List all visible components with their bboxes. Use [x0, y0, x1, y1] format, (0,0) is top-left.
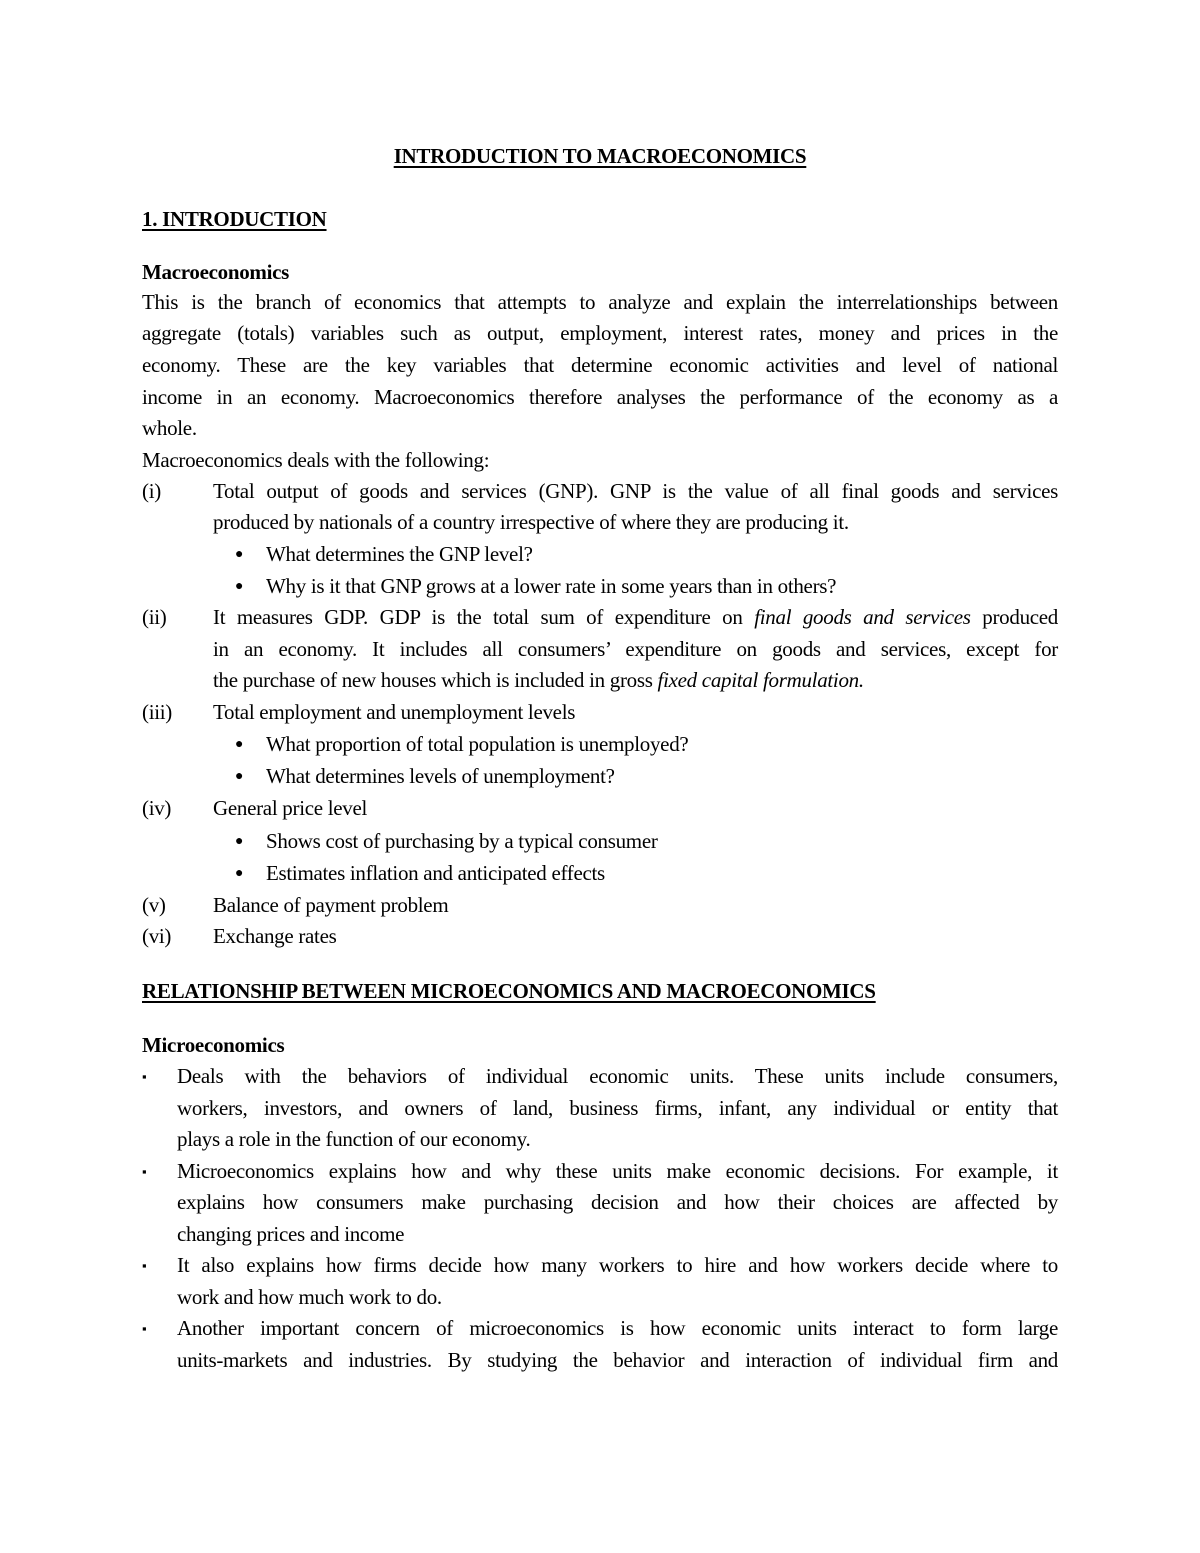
- list-item-text: in an economy. It includes all consumers’ expenditure on goods and services, except for: [213, 637, 1058, 661]
- bullet-text: changing prices and income: [177, 1222, 405, 1246]
- list-item-text: the purchase of new houses which is included in gross fixed capital formulation.: [213, 668, 864, 692]
- bullet-icon: ●: [235, 866, 244, 881]
- bullet-text: explains how consumers make purchasing decision and how their choices are affected by: [177, 1190, 1058, 1214]
- bullet-text: Deals with the behaviors of individual economic units. These units include consumers,: [177, 1064, 1058, 1088]
- list-item-text: Total employment and unemployment levels: [213, 700, 576, 724]
- list-item-text: Total output of goods and services (GNP). GNP is the value of all final goods and services: [213, 479, 1058, 503]
- list-label: (v): [142, 893, 166, 917]
- paragraph-line: whole.: [142, 416, 197, 440]
- bullet-text: workers, investors, and owners of land, business firms, infant, any individual or entity that: [177, 1096, 1058, 1120]
- section-heading-introduction: 1. INTRODUCTION: [142, 207, 327, 231]
- list-label: (vi): [142, 924, 172, 948]
- list-label: (ii): [142, 605, 167, 629]
- paragraph-line: This is the branch of economics that attempts to analyze and explain the interrelationships between: [142, 290, 1058, 314]
- list-item-text: produced by nationals of a country irrespective of where they are producing it.: [213, 510, 849, 534]
- bullet-text: Microeconomics explains how and why these units make economic decisions. For example, it: [177, 1159, 1058, 1183]
- bullet-icon: ●: [235, 737, 244, 752]
- bullet-text: plays a role in the function of our economy.: [177, 1127, 531, 1151]
- list-label: (i): [142, 479, 161, 503]
- bullet-icon: ●: [235, 769, 244, 784]
- subheading-microeconomics: Microeconomics: [142, 1033, 285, 1057]
- list-lead: Macroeconomics deals with the following:: [142, 448, 490, 472]
- paragraph-line: aggregate (totals) variables such as output, employment, interest rates, money and prices in the: [142, 321, 1058, 345]
- bullet-icon: ●: [235, 547, 244, 562]
- bullet-text: work and how much work to do.: [177, 1285, 442, 1309]
- paragraph-line: income in an economy. Macroeconomics therefore analyses the performance of the economy as a: [142, 385, 1058, 409]
- list-label: (iii): [142, 700, 172, 724]
- list-item-text: It measures GDP. GDP is the total sum of expenditure on final goods and services produced: [213, 605, 1059, 629]
- subheading-macroeconomics: Macroeconomics: [142, 260, 290, 284]
- bullet-text: Another important concern of microeconomics is how economic units interact to form large: [177, 1316, 1058, 1340]
- list-item-text: General price level: [213, 796, 368, 820]
- list-label: (iv): [142, 796, 172, 820]
- paragraph-line: economy. These are the key variables that determine economic activities and level of national: [142, 353, 1058, 377]
- bullet-icon: ●: [235, 579, 244, 594]
- section-heading-relationship: RELATIONSHIP BETWEEN MICROECONOMICS AND MACROECONOMICS: [142, 979, 876, 1003]
- document-title: INTRODUCTION TO MACROECONOMICS: [393, 144, 807, 168]
- bullet-text: It also explains how firms decide how many workers to hire and how workers decide where to: [177, 1253, 1058, 1277]
- bullet-text: units-markets and industries. By studying the behavior and interaction of individual firm and: [177, 1348, 1058, 1372]
- list-item-text: Balance of payment problem: [213, 893, 449, 917]
- list-item-text: Exchange rates: [213, 924, 337, 948]
- bullet-icon: ●: [235, 834, 244, 849]
